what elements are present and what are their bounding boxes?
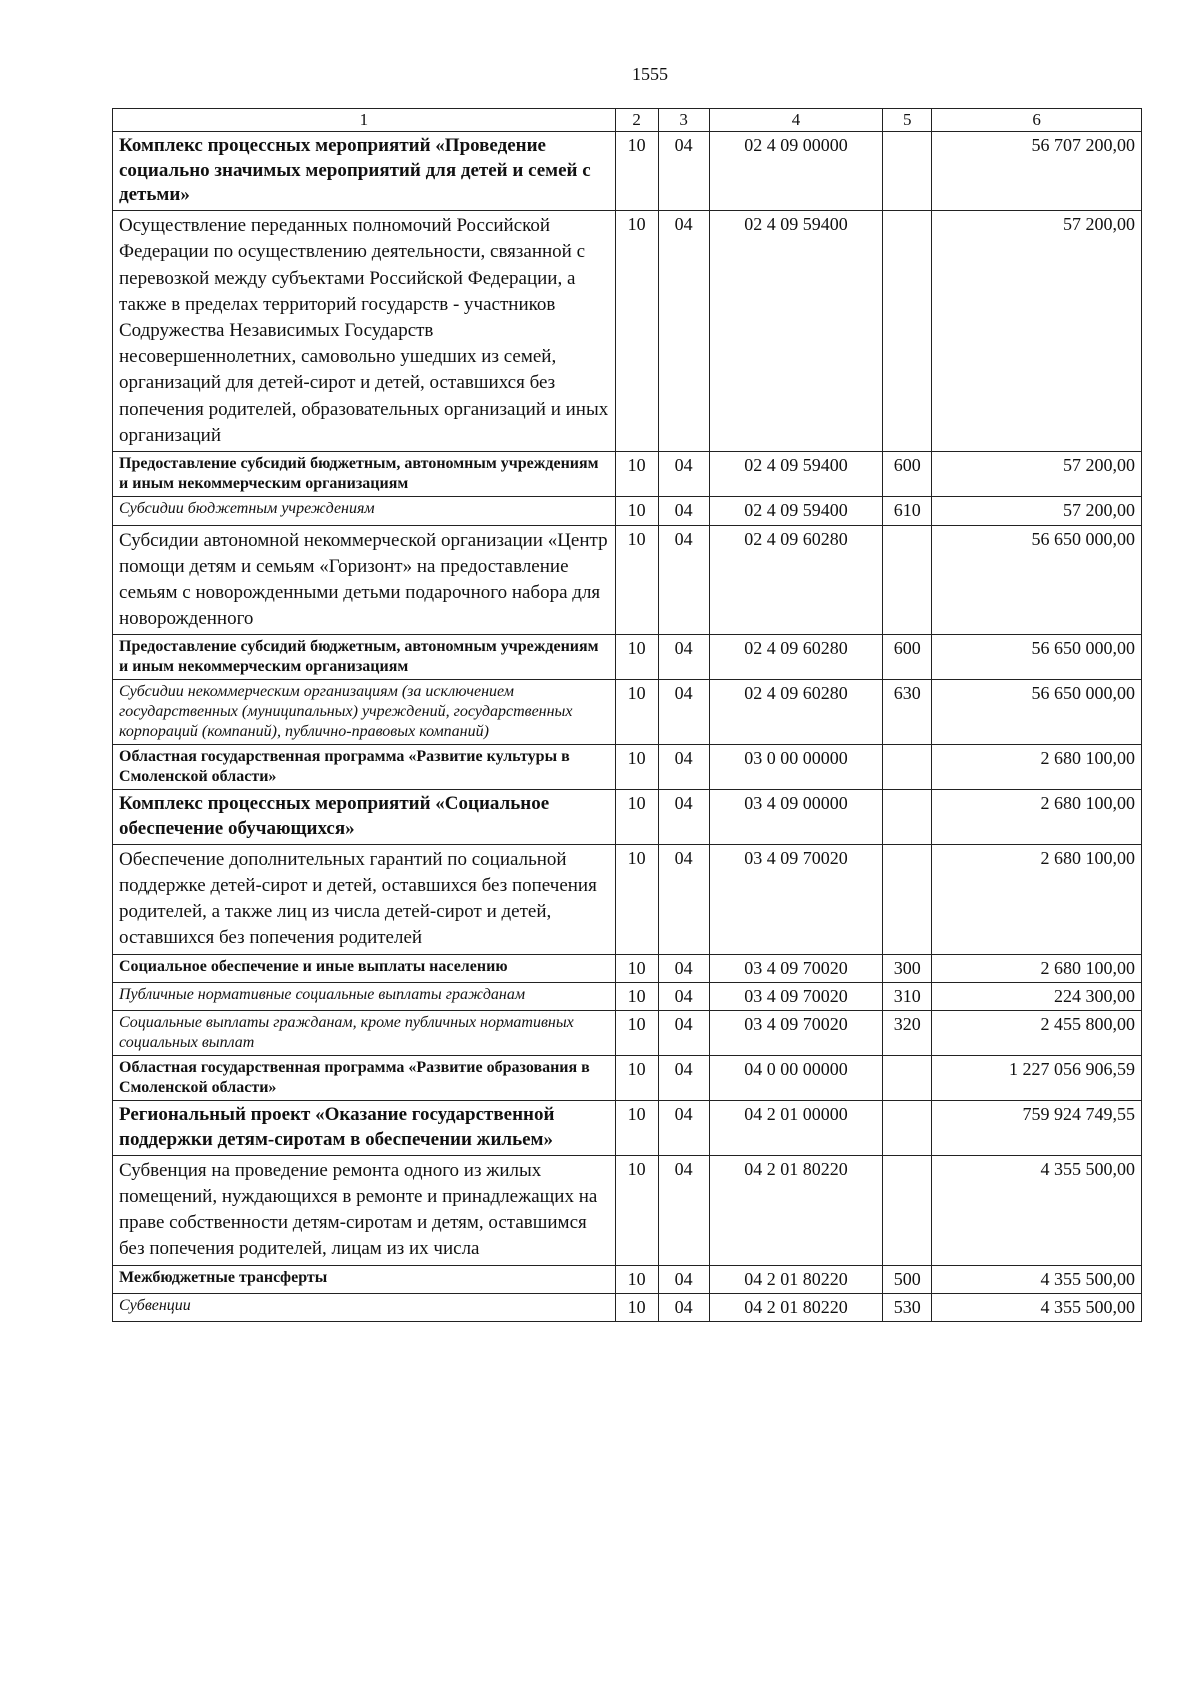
- section-code-cell: 10: [615, 1294, 658, 1322]
- section-code-cell: 10: [615, 954, 658, 982]
- amount-cell: 56 650 000,00: [932, 525, 1142, 635]
- row-name-cell: Областная государственная программа «Развитие культуры в Смоленской области»: [113, 745, 616, 790]
- target-article-cell: 02 4 09 59400: [709, 497, 882, 525]
- subsection-code-cell: 04: [658, 1056, 709, 1101]
- expense-type-cell: [883, 844, 932, 954]
- amount-cell: 56 650 000,00: [932, 635, 1142, 680]
- table-row: [113, 844, 1142, 954]
- expense-type-cell: 300: [883, 954, 932, 982]
- subsection-code-cell: 04: [658, 1265, 709, 1293]
- section-code-cell: 10: [615, 983, 658, 1011]
- expense-type-cell: [883, 1155, 932, 1265]
- amount-cell: 4 355 500,00: [932, 1155, 1142, 1265]
- target-article-cell: 03 4 09 70020: [709, 983, 882, 1011]
- table-row: [113, 1101, 1142, 1155]
- subsection-code-cell: 04: [658, 1011, 709, 1056]
- expense-type-cell: [883, 525, 932, 635]
- row-name-cell: Субсидии автономной некоммерческой организации «Центр помощи детям и семьям «Горизонт» на предоставление семьям с новорожденными детьми подарочного набора для новорожденного: [113, 525, 616, 635]
- table-row: [113, 1155, 1142, 1265]
- target-article-cell: 04 2 01 80220: [709, 1294, 882, 1322]
- table-row: [113, 680, 1142, 745]
- table-row: [113, 132, 1142, 211]
- section-code-cell: 10: [615, 1155, 658, 1265]
- subsection-code-cell: 04: [658, 844, 709, 954]
- col-header-1: 1: [113, 109, 616, 132]
- table-row: [113, 635, 1142, 680]
- amount-cell: 2 455 800,00: [932, 1011, 1142, 1056]
- target-article-cell: 04 2 01 80220: [709, 1265, 882, 1293]
- expense-type-cell: 600: [883, 635, 932, 680]
- target-article-cell: 03 4 09 70020: [709, 954, 882, 982]
- target-article-cell: 02 4 09 59400: [709, 452, 882, 497]
- amount-cell: 57 200,00: [932, 497, 1142, 525]
- page-number: 1555: [632, 64, 668, 84]
- row-name-cell: Предоставление субсидий бюджетным, автономным учреждениям и иным некоммерческим организациям: [113, 635, 616, 680]
- row-name-cell: Осуществление переданных полномочий Российской Федерации по осуществлению деятельности, связанной с перевозкой между субъектами Российской Федерации, а также в пределах территорий государств - участников Содружества Независимых Государств несовершеннолетних, самовольно ушедших из семей, организаций для детей-сирот и детей, оставшихся без попечения родителей, образовательных организаций и иных организаций: [113, 211, 616, 452]
- subsection-code-cell: 04: [658, 497, 709, 525]
- amount-cell: 4 355 500,00: [932, 1294, 1142, 1322]
- expense-type-cell: 320: [883, 1011, 932, 1056]
- target-article-cell: 02 4 09 60280: [709, 635, 882, 680]
- row-name-cell: Комплекс процессных мероприятий «Проведение социально значимых мероприятий для детей и семей с детьми»: [113, 132, 616, 211]
- amount-cell: 56 707 200,00: [932, 132, 1142, 211]
- section-code-cell: 10: [615, 680, 658, 745]
- section-code-cell: 10: [615, 525, 658, 635]
- expense-type-cell: 610: [883, 497, 932, 525]
- table-row: [113, 211, 1142, 452]
- col-header-3: 3: [658, 109, 709, 132]
- amount-cell: 759 924 749,55: [932, 1101, 1142, 1155]
- target-article-cell: 03 4 09 70020: [709, 1011, 882, 1056]
- expense-type-cell: [883, 1056, 932, 1101]
- table-header-row: [113, 109, 1142, 132]
- subsection-code-cell: 04: [658, 525, 709, 635]
- expense-type-cell: 630: [883, 680, 932, 745]
- section-code-cell: 10: [615, 790, 658, 844]
- target-article-cell: 04 2 01 00000: [709, 1101, 882, 1155]
- table-row: [113, 1294, 1142, 1322]
- target-article-cell: 02 4 09 60280: [709, 525, 882, 635]
- subsection-code-cell: 04: [658, 635, 709, 680]
- subsection-code-cell: 04: [658, 954, 709, 982]
- row-name-cell: Межбюджетные трансферты: [113, 1265, 616, 1293]
- section-code-cell: 10: [615, 1265, 658, 1293]
- section-code-cell: 10: [615, 1101, 658, 1155]
- amount-cell: 57 200,00: [932, 452, 1142, 497]
- expense-type-cell: [883, 745, 932, 790]
- section-code-cell: 10: [615, 635, 658, 680]
- section-code-cell: 10: [615, 1011, 658, 1056]
- subsection-code-cell: 04: [658, 680, 709, 745]
- target-article-cell: 04 0 00 00000: [709, 1056, 882, 1101]
- section-code-cell: 10: [615, 844, 658, 954]
- amount-cell: 2 680 100,00: [932, 745, 1142, 790]
- table-row: [113, 1056, 1142, 1101]
- target-article-cell: 03 0 00 00000: [709, 745, 882, 790]
- expense-type-cell: 500: [883, 1265, 932, 1293]
- amount-cell: 4 355 500,00: [932, 1265, 1142, 1293]
- col-header-4: 4: [709, 109, 882, 132]
- row-name-cell: Субвенции: [113, 1294, 616, 1322]
- expense-type-cell: [883, 211, 932, 452]
- row-name-cell: Обеспечение дополнительных гарантий по социальной поддержке детей-сирот и детей, оставшихся без попечения родителей, а также лиц из числа детей-сирот и детей, оставшихся без попечения родителей: [113, 844, 616, 954]
- amount-cell: 57 200,00: [932, 211, 1142, 452]
- target-article-cell: 03 4 09 00000: [709, 790, 882, 844]
- table-row: [113, 954, 1142, 982]
- table-row: [113, 983, 1142, 1011]
- table-row: [113, 1011, 1142, 1056]
- section-code-cell: 10: [615, 497, 658, 525]
- expense-type-cell: 530: [883, 1294, 932, 1322]
- row-name-cell: Комплекс процессных мероприятий «Социальное обеспечение обучающихся»: [113, 790, 616, 844]
- target-article-cell: 02 4 09 59400: [709, 211, 882, 452]
- amount-cell: 1 227 056 906,59: [932, 1056, 1142, 1101]
- amount-cell: 56 650 000,00: [932, 680, 1142, 745]
- subsection-code-cell: 04: [658, 211, 709, 452]
- row-name-cell: Предоставление субсидий бюджетным, автономным учреждениям и иным некоммерческим организациям: [113, 452, 616, 497]
- section-code-cell: 10: [615, 452, 658, 497]
- expense-type-cell: [883, 132, 932, 211]
- subsection-code-cell: 04: [658, 745, 709, 790]
- table-row: [113, 1265, 1142, 1293]
- section-code-cell: 10: [615, 745, 658, 790]
- amount-cell: 2 680 100,00: [932, 844, 1142, 954]
- col-header-2: 2: [615, 109, 658, 132]
- table-row: [113, 790, 1142, 844]
- expense-type-cell: [883, 790, 932, 844]
- subsection-code-cell: 04: [658, 1155, 709, 1265]
- table-row: [113, 525, 1142, 635]
- amount-cell: 224 300,00: [932, 983, 1142, 1011]
- target-article-cell: 02 4 09 60280: [709, 680, 882, 745]
- row-name-cell: Социальные выплаты гражданам, кроме публичных нормативных социальных выплат: [113, 1011, 616, 1056]
- row-name-cell: Субсидии бюджетным учреждениям: [113, 497, 616, 525]
- row-name-cell: Социальное обеспечение и иные выплаты населению: [113, 954, 616, 982]
- table-row: [113, 745, 1142, 790]
- expense-type-cell: 600: [883, 452, 932, 497]
- amount-cell: 2 680 100,00: [932, 790, 1142, 844]
- subsection-code-cell: 04: [658, 983, 709, 1011]
- subsection-code-cell: 04: [658, 790, 709, 844]
- col-header-6: 6: [932, 109, 1142, 132]
- subsection-code-cell: 04: [658, 452, 709, 497]
- row-name-cell: Региональный проект «Оказание государственной поддержки детям-сиротам в обеспечении жильем»: [113, 1101, 616, 1155]
- target-article-cell: 04 2 01 80220: [709, 1155, 882, 1265]
- expense-type-cell: [883, 1101, 932, 1155]
- target-article-cell: 02 4 09 00000: [709, 132, 882, 211]
- row-name-cell: Публичные нормативные социальные выплаты гражданам: [113, 983, 616, 1011]
- budget-table: [112, 108, 1142, 1322]
- row-name-cell: Субвенция на проведение ремонта одного из жилых помещений, нуждающихся в ремонте и принадлежащих на праве собственности детям-сиротам и детям, оставшимся без попечения родителей, лицам из их числа: [113, 1155, 616, 1265]
- amount-cell: 2 680 100,00: [932, 954, 1142, 982]
- subsection-code-cell: 04: [658, 1101, 709, 1155]
- subsection-code-cell: 04: [658, 1294, 709, 1322]
- section-code-cell: 10: [615, 132, 658, 211]
- row-name-cell: Областная государственная программа «Развитие образования в Смоленской области»: [113, 1056, 616, 1101]
- table-row: [113, 497, 1142, 525]
- col-header-5: 5: [883, 109, 932, 132]
- subsection-code-cell: 04: [658, 132, 709, 211]
- section-code-cell: 10: [615, 1056, 658, 1101]
- section-code-cell: 10: [615, 211, 658, 452]
- row-name-cell: Субсидии некоммерческим организациям (за исключением государственных (муниципальных) учреждений, государственных корпораций (компаний), публично-правовых компаний): [113, 680, 616, 745]
- table-row: [113, 452, 1142, 497]
- expense-type-cell: 310: [883, 983, 932, 1011]
- target-article-cell: 03 4 09 70020: [709, 844, 882, 954]
